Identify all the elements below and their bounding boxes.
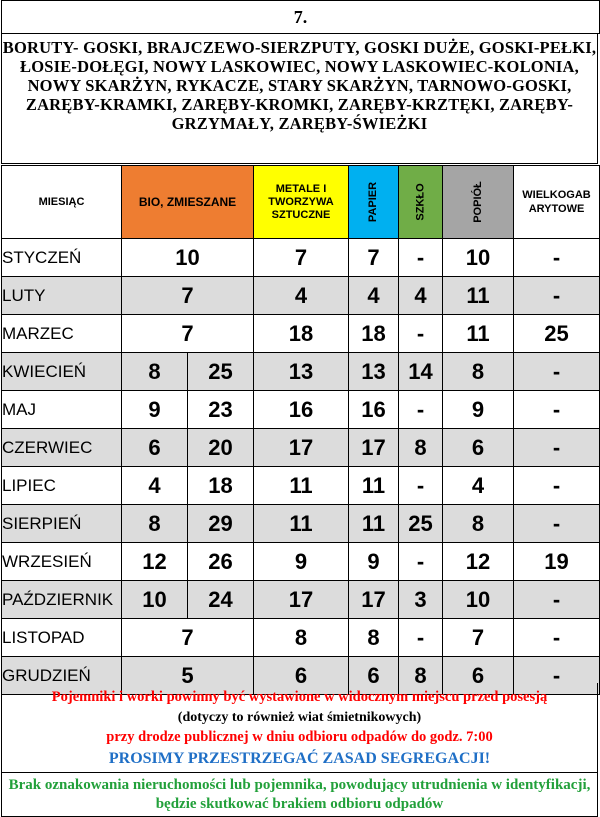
header-month: MIESIĄC	[2, 166, 122, 239]
paper-date: 18	[349, 315, 399, 353]
header-glass-label: SZKŁO	[414, 183, 427, 221]
metals-date: 17	[254, 429, 349, 467]
ash-date: 10	[443, 239, 514, 277]
bulky-date: 25	[514, 315, 600, 353]
month-name: PAŹDZIERNIK	[2, 581, 122, 619]
marking-notice-box	[1, 773, 598, 817]
month-row	[2, 505, 600, 543]
bulky-date: -	[514, 429, 600, 467]
ash-date: 12	[443, 543, 514, 581]
schedule-table	[1, 165, 600, 695]
schedule-rows	[2, 239, 600, 695]
paper-date: 9	[349, 543, 399, 581]
glass-date: -	[399, 391, 443, 429]
header-glass	[399, 166, 443, 239]
bulky-date: -	[514, 353, 600, 391]
header-ash-label: POPIÓŁ	[472, 181, 484, 223]
bulky-date: -	[514, 391, 600, 429]
ash-date: 9	[443, 391, 514, 429]
month-name: MARZEC	[2, 315, 122, 353]
bulky-date: -	[514, 505, 600, 543]
month-name: MAJ	[2, 391, 122, 429]
metals-date: 17	[254, 581, 349, 619]
glass-date: -	[399, 467, 443, 505]
ash-date: 8	[443, 505, 514, 543]
glass-date: -	[399, 619, 443, 657]
bio-date: 5	[122, 657, 254, 695]
paper-date: 16	[349, 391, 399, 429]
paper-date: 13	[349, 353, 399, 391]
bio-date-first: 9	[122, 391, 188, 429]
month-row	[2, 581, 600, 619]
ash-date: 6	[443, 429, 514, 467]
header-row	[2, 166, 600, 239]
note-shelters: (dotyczy to również wiat śmietnikowych)	[177, 710, 422, 725]
month-name: SIERPIEŃ	[2, 505, 122, 543]
glass-date: 4	[399, 277, 443, 315]
glass-date: 3	[399, 581, 443, 619]
ash-date: 6	[443, 657, 514, 695]
metals-date: 18	[254, 315, 349, 353]
bio-date-second: 18	[188, 467, 254, 505]
header-metals-plastics	[254, 166, 349, 239]
header-paper-label: PAPIER	[367, 181, 380, 223]
ash-date: 11	[443, 315, 514, 353]
metals-date: 11	[254, 467, 349, 505]
bio-date-first: 8	[122, 505, 188, 543]
header-metals-plastics-label: METALE I TWORZYWA SZTUCZNE	[268, 182, 334, 221]
paper-date: 7	[349, 239, 399, 277]
glass-date: 8	[399, 657, 443, 695]
bio-date-second: 29	[188, 505, 254, 543]
ash-date: 7	[443, 619, 514, 657]
bio-date: 10	[122, 239, 254, 277]
bulky-date: -	[514, 277, 600, 315]
bio-date-second: 26	[188, 543, 254, 581]
bio-date-second: 23	[188, 391, 254, 429]
paper-date: 8	[349, 619, 399, 657]
header-bulky-waste-label: WIELKOGABARYTOWE	[522, 189, 591, 215]
ash-date: 10	[443, 581, 514, 619]
header-bulky-waste	[514, 166, 600, 239]
month-name: CZERWIEC	[2, 429, 122, 467]
bio-date: 7	[122, 619, 254, 657]
glass-date: 8	[399, 429, 443, 467]
ash-date: 4	[443, 467, 514, 505]
metals-date: 9	[254, 543, 349, 581]
note-deadline: przy drodze publicznej w dniu odbioru odpadów do godz. 7:00	[106, 729, 493, 745]
month-name: WRZESIEŃ	[2, 543, 122, 581]
month-row	[2, 467, 600, 505]
bulky-date: 19	[514, 543, 600, 581]
paper-date: 17	[349, 429, 399, 467]
month-row	[2, 277, 600, 315]
bio-date-first: 6	[122, 429, 188, 467]
ash-date: 11	[443, 277, 514, 315]
month-name: LIPIEC	[2, 467, 122, 505]
glass-date: -	[399, 543, 443, 581]
note-marking: Brak oznakowania nieruchomości lub pojemnika, powodujący utrudnienia w identyfikacji, będzie skutkować brakiem odbioru odpadów	[8, 777, 591, 812]
bio-date-first: 8	[122, 353, 188, 391]
bio-date-second: 24	[188, 581, 254, 619]
bulky-date: -	[514, 239, 600, 277]
metals-date: 13	[254, 353, 349, 391]
header-paper	[349, 166, 399, 239]
bio-date: 7	[122, 277, 254, 315]
metals-date: 16	[254, 391, 349, 429]
glass-date: 14	[399, 353, 443, 391]
month-name: LUTY	[2, 277, 122, 315]
metals-date: 6	[254, 657, 349, 695]
month-name: KWIECIEŃ	[2, 353, 122, 391]
month-name: LISTOPAD	[2, 619, 122, 657]
metals-date: 11	[254, 505, 349, 543]
paper-date: 11	[349, 467, 399, 505]
bio-date: 7	[122, 315, 254, 353]
areas-list: BORUTY- GOSKI, BRAJCZEWO-SIERZPUTY, GOSKI DUŻE, GOSKI-PEŁKI, ŁOSIE-DOŁĘGI, NOWY LASKOWIEC, NOWY LASKOWIEC-KOLONIA, NOWY SKARŻYN, RYKACZE, STARY SKARŻYN, TARNOWO-GOSKI, ZARĘBY-KRAMKI, ZARĘBY-KROMKI, ZARĘBY-KRZTĘKI, ZARĘBY-GRZYMAŁY, ZARĘBY-ŚWIEŻKI	[1, 33, 598, 164]
month-row	[2, 543, 600, 581]
month-row	[2, 315, 600, 353]
bio-date-first: 10	[122, 581, 188, 619]
month-row	[2, 619, 600, 657]
month-row	[2, 239, 600, 277]
note-segregation: PROSIMY PRZESTRZEGAĆ ZASAD SEGREGACJI!	[108, 750, 491, 767]
header-ash	[443, 166, 514, 239]
schedule-number: 7.	[1, 0, 600, 34]
glass-date: -	[399, 315, 443, 353]
note-placement: Pojemniki i worki powinny być wystawione w widocznym miejscu przed posesją	[51, 689, 548, 705]
bulky-date: -	[514, 657, 600, 695]
bulky-date: -	[514, 619, 600, 657]
bulky-date: -	[514, 581, 600, 619]
ash-date: 8	[443, 353, 514, 391]
metals-date: 8	[254, 619, 349, 657]
paper-date: 11	[349, 505, 399, 543]
bio-date-second: 20	[188, 429, 254, 467]
paper-date: 17	[349, 581, 399, 619]
month-row	[2, 391, 600, 429]
header-bio-mixed: BIO, ZMIESZANE	[122, 166, 254, 239]
glass-date: -	[399, 239, 443, 277]
glass-date: 25	[399, 505, 443, 543]
bio-date-first: 4	[122, 467, 188, 505]
paper-date: 6	[349, 657, 399, 695]
month-name: STYCZEŃ	[2, 239, 122, 277]
metals-date: 7	[254, 239, 349, 277]
month-name: GRUDZIEŃ	[2, 657, 122, 695]
month-row	[2, 353, 600, 391]
bio-date-second: 25	[188, 353, 254, 391]
paper-date: 4	[349, 277, 399, 315]
metals-date: 4	[254, 277, 349, 315]
month-row	[2, 429, 600, 467]
collection-notes	[1, 683, 598, 773]
bulky-date: -	[514, 467, 600, 505]
bio-date-first: 12	[122, 543, 188, 581]
